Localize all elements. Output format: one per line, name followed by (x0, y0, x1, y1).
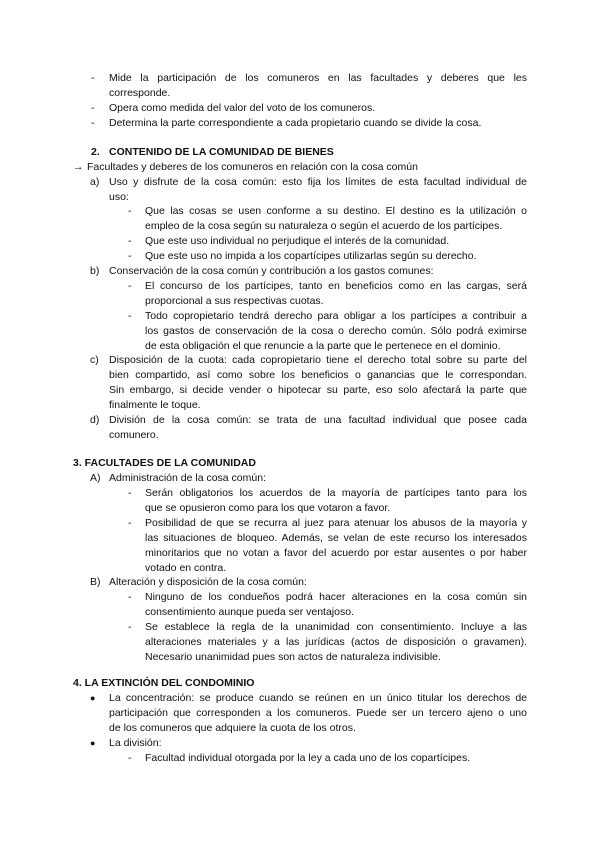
sub-item-line: Todo copropietario tendrá derecho para obligar a los partícipes a contribuir a (145, 310, 527, 322)
sub-item-line: votado en contra. (145, 562, 227, 574)
list-item-line: Alteración y disposición de la cosa común: (109, 576, 307, 588)
list-marker: a) (90, 176, 100, 188)
bullet-icon: ● (90, 738, 96, 748)
sub-item-line: Que este uso no impida a los copartícipes utilizarlas según su derecho. (145, 250, 477, 262)
section-heading: 3. FACULTADES DE LA COMUNIDAD (73, 457, 256, 469)
intro-line: Opera como medida del valor del voto de los comuneros. (109, 102, 376, 114)
sub-item-line: Necesario unanimidad pues son actos de naturaleza indivisible. (145, 651, 441, 663)
sub-item-line: proporcional a sus respectivas cuotas. (145, 295, 324, 307)
sub-item-line: Se establece la regla de la unanimidad con consentimiento. Incluye a las (145, 621, 527, 633)
dash: - (128, 752, 132, 764)
section-heading: CONTENIDO DE LA COMUNIDAD DE BIENES (109, 146, 334, 158)
dash: - (128, 235, 132, 247)
dash: - (128, 487, 132, 499)
sub-item-line: Ninguno de los condueños podrá hacer alteraciones en la cosa común sin (145, 591, 527, 603)
dash: - (128, 250, 132, 262)
list-item-line: Disposición de la cuota: cada copropietario tiene el derecho total sobre su parte del (109, 354, 527, 366)
sub-item-line: Posibilidad de que se recurra al juez para atenuar los abusos de la mayoría y (145, 517, 527, 529)
dash: - (128, 517, 132, 529)
list-item-line: finalmente le toque. (109, 399, 201, 411)
list-item-line: bien compartido, así como sobre los beneficios o ganancias que le correspondan. (109, 369, 527, 381)
sub-item-line: las situaciones de bloqueo. Además, se velan de este recurso los interesados (145, 532, 527, 544)
bullet-icon: ● (90, 693, 96, 703)
sub-item-line: Facultad individual otorgada por la ley a cada uno de los copartícipes. (145, 752, 471, 764)
dash: - (128, 310, 132, 322)
sub-item-line: Serán obligatorios los acuerdos de la mayoría de partícipes tanto para los (145, 487, 527, 499)
list-item-line: Sin embargo, si decide vender o hipotecar su parte, eso solo afectará la parte que (109, 384, 527, 396)
sub-item-line: consentimiento aunque pueda ser ventajoso. (145, 606, 354, 618)
dash: - (128, 591, 132, 603)
sub-item-line: Que las cosas se usen conforme a su destino. El destino es la utilización o (145, 205, 527, 217)
list-marker: b) (90, 265, 100, 277)
sub-item-line: que se opusieron como para los que votaron a favor. (145, 502, 391, 514)
dash: - (91, 117, 95, 129)
list-item-line: Administración de la cosa común: (109, 472, 266, 484)
bullet-item-line: de los comuneros que adquiere la cuota de los otros. (109, 722, 356, 734)
dash: - (128, 280, 132, 292)
dash: - (128, 205, 132, 217)
dash: - (91, 72, 95, 84)
bullet-item-line: La división: (109, 737, 162, 749)
list-item-line: Conservación de la cosa común y contribución a los gastos comunes: (109, 265, 434, 277)
dash: - (128, 621, 132, 633)
bullet-item-line: participación que corresponden a los comuneros. Puede ser un tercero ajeno o uno (109, 707, 527, 719)
list-item-line: División de la cosa común: se trata de una facultad individual que posee cada (109, 414, 527, 426)
sub-item-line: de esta obligación el que renuncie a la parte que le pertenece en el dominio. (145, 340, 501, 352)
list-marker: A) (90, 472, 101, 484)
sub-item-line: alteraciones materiales y a las jurídicas (actos de disposición o gravamen). (145, 636, 527, 648)
arrow-icon: → (73, 161, 84, 173)
section-heading: 4. LA EXTINCIÓN DEL CONDOMINIO (73, 677, 255, 689)
sub-item-line: minoritarios que no votan a favor del acuerdo por estar ausentes o por haber (145, 547, 527, 559)
intro-line: Mide la participación de los comuneros en las facultades y deberes que les (109, 72, 527, 84)
section-number: 2. (91, 146, 100, 158)
arrow-line: Facultades y deberes de los comuneros en relación con la cosa común (87, 161, 418, 173)
list-marker: d) (90, 414, 100, 426)
list-marker: B) (90, 576, 101, 588)
sub-item-line: empleo de la cosa según su naturaleza o según el acuerdo de los partícipes. (145, 220, 503, 232)
intro-line: corresponde. (109, 87, 171, 99)
sub-item-line: Que este uso individual no perjudique el interés de la comunidad. (145, 235, 450, 247)
list-item-line: comunero. (109, 429, 159, 441)
list-item-line: uso: (109, 191, 129, 203)
list-marker: c) (90, 354, 99, 366)
list-item-line: Uso y disfrute de la cosa común: esto fija los límites de esta facultad individual de (109, 176, 527, 188)
sub-item-line: El concurso de los partícipes, tanto en beneficios como en las cargas, será (145, 280, 527, 292)
sub-item-line: los gastos de conservación de la cosa o derecho común. Sólo podrá eximirse (145, 325, 527, 337)
bullet-item-line: La concentración: se produce cuando se reúnen en un único titular los derechos de (109, 692, 527, 704)
intro-line: Determina la parte correspondiente a cada propietario cuando se divide la cosa. (109, 117, 482, 129)
dash: - (91, 102, 95, 114)
